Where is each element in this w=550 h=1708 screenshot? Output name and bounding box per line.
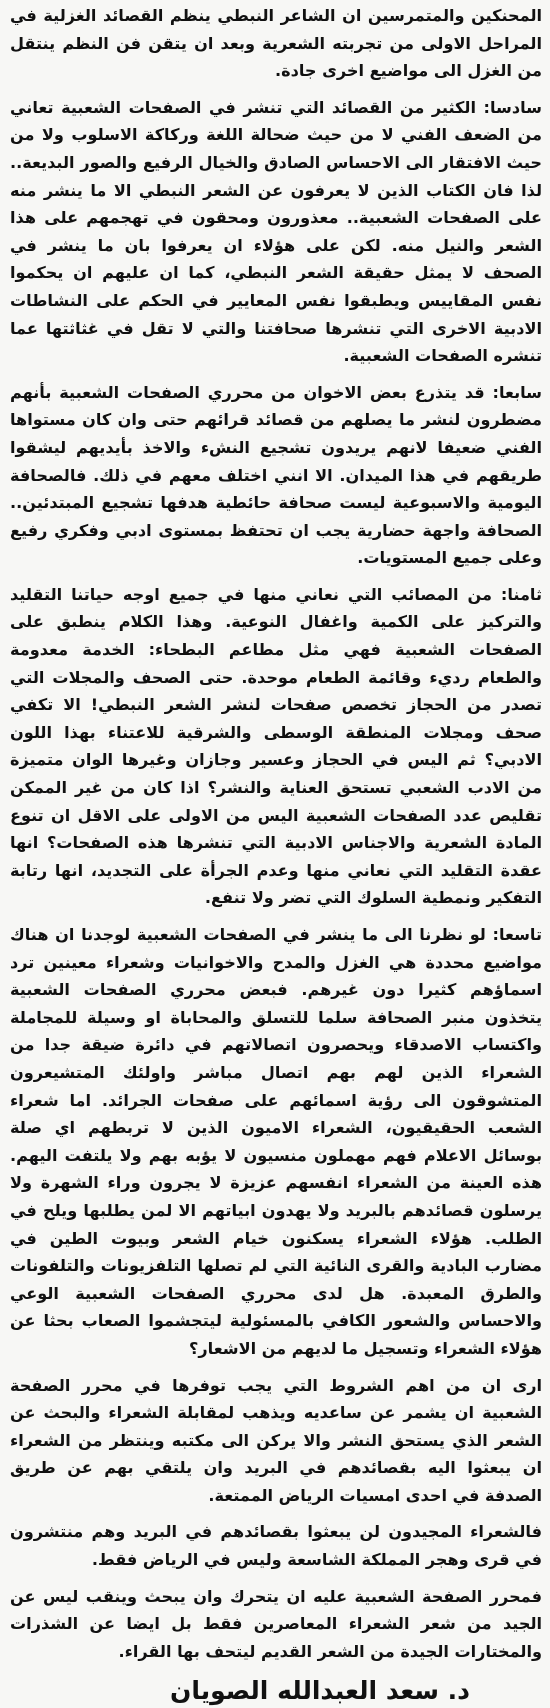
article-paragraph: تاسعا: لو نظرنا الى ما ينشر في الصفحات الشعبية لوجدنا ان هناك مواضيع محددة هي الغزل والمدح والاخوانيات وشعراء معينين ترد اسماؤهم كثيرا دون غيرهم. فبعض محرري الصفحات الشعبية يتخذون منبر الصحافة سلما للتسلق والمحاباة او وسيلة للمجاملة واكتساب الاصدقاء ويحصرون اتصالاتهم في دائرة ضيقة جدا من الشعراء الذين لهم بهم اتصال مباشر واولئك المتشيعرون المتشوقون الى رؤية اسمائهم على صفحات الجرائد. اما شعراء الشعب الحقيقيون، الشعراء الاميون الذين لا تربطهم اي صلة بوسائل الاعلام فهم مهملون منسيون لا يؤبه بهم ولا يلتفت اليهم. هذه العينة من الشعراء انفسهم عزيزة لا يجرون وراء الشهرة ولا يرسلون قصائدهم بالبريد ولا يهدون ابياتهم الا لمن يطلبها ويلح في الطلب. هؤلاء الشعراء يسكنون خيام الشعر وبيوت الطين في مضارب البادية والقرى النائية التي لم تصلها التلفزيونات والتلفونات والطرق المعبدة. هل لدى محرري الصفحات الشعبية الوعي والاحساس والشعور الكافي بالمسئولية ليتجشموا الصعاب بحثا عن هؤلاء الشعراء وتسجيل ما لديهم من الاشعار؟ [10,925,542,1358]
author-signature: د. سعد العبدالله الصويان [170,1676,470,1706]
article-paragraph: فالشعراء المجيدون لن يبعثوا بقصائدهم في البريد وهم منتشرون في قرى وهجر المملكة الشاسعة وليس في الرياض فقط. [10,1522,542,1570]
article-paragraph: سادسا: الكثير من القصائد التي تنشر في الصفحات الشعبية تعاني من الضعف الفني لا من حيث ضحالة اللغة وركاكة الاسلوب ولا من حيث الافتقار الى الاحساس الصادق والخيال الرفيع والصور البديعة.. لذا فان الكتاب الذين لا يعرفون عن الشعر النبطي الا ما ينشر منه على الصفحات الشعبية.. معذورون ومحقون في تهجمهم على هذا الشعر والنيل منه. لكن على هؤلاء ان يعرفوا بان ما ينشر في الصحف لا يمثل حقيقة الشعر النبطي، كما ان عليهم ان يحكموا نفس المقاييس ويطبقوا نفس المعايير في الحكم على النشاطات الادبية الاخرى التي تنشرها صحافتنا والتي لا تقل في غثاثتها عما تنشره الصفحات الشعبية. [10,97,542,366]
article-paragraph: ارى ان من اهم الشروط التي يجب توفرها في محرر الصفحة الشعبية ان يشمر عن ساعديه ويذهب لمقابلة الشعراء والبحث عن الشعر الذي يستحق النشر والا يركن الى مكتبه وينتظر من الشعراء ان يبعثوا اليه بقصائدهم في البريد وان يلتقي بهم عن طريق الصدفة في احدى امسيات الرياض الممتعة. [10,1375,542,1505]
article-paragraph: المحنكين والمتمرسين ان الشاعر النبطي ينظم القصائد الغزلية في المراحل الاولى من تجربته الشعرية وبعد ان يتقن فن النظم ينتقل من الغزل الى مواضيع اخرى جادة. [10,6,542,81]
article-paragraph: فمحرر الصفحة الشعبية عليه ان يتحرك وان يبحث وينقب ليس عن الجيد من شعر الشعراء المعاصرين فقط بل ايضا عن الشذرات والمختارات الجيدة من الشعر القديم ليتحف بها القراء. [10,1586,542,1661]
article-paragraph: سابعا: قد يتذرع بعض الاخوان من محرري الصفحات الشعبية بأنهم مضطرون لنشر ما يصلهم من قصائد قرائهم حتى وان كان مستواها الفني ضعيفا لانهم يريدون تشجيع النشء والاخذ بأيديهم ليشقوا طريقهم في هذا الميدان. الا انني اختلف معهم في ذلك. فالصحافة اليومية والاسبوعية ليست صحافة حائطية هدفها تشجيع المبتدئين.. الصحافة واجهة حضارية يجب ان تحتفظ بمستوى ادبي وفكري رفيع وعلى جميع المستويات. [10,382,542,568]
article-paragraph: ثامنا: من المصائب التي نعاني منها في جميع اوجه حياتنا التقليد والتركيز على الكمية واغفال النوعية. وهذا الكلام ينطبق على الصفحات الشعبية فهي مثل مطاعم البطحاء: الخدمة معدومة والطعام رديء وقائمة الطعام موحدة. حتى الصحف والمجلات التي تصدر من الحجاز تخصص صفحات لنشر الشعر النبطي! الا تكفي صحف ومجلات المنطقة الوسطى والشرقية للاعتناء بهذا اللون الادبي؟ ثم اليس في الحجاز وعسير وجازان وغيرها الوان متميزة من الادب الشعبي تستحق العناية والنشر؟ اذا كان من غير الممكن تقليص عدد الصفحات الشعبية اليس من الاولى على الاقل ان تنوع المادة الشعرية والاجناس الادبية التي تنشرها هذه الصفحات؟ انها عقدة التقليد التي نعاني منها وعدم الجرأة على التجديد، انها رتابة التفكير ونمطية السلوك التي تضر ولا تنفع. [10,584,542,908]
